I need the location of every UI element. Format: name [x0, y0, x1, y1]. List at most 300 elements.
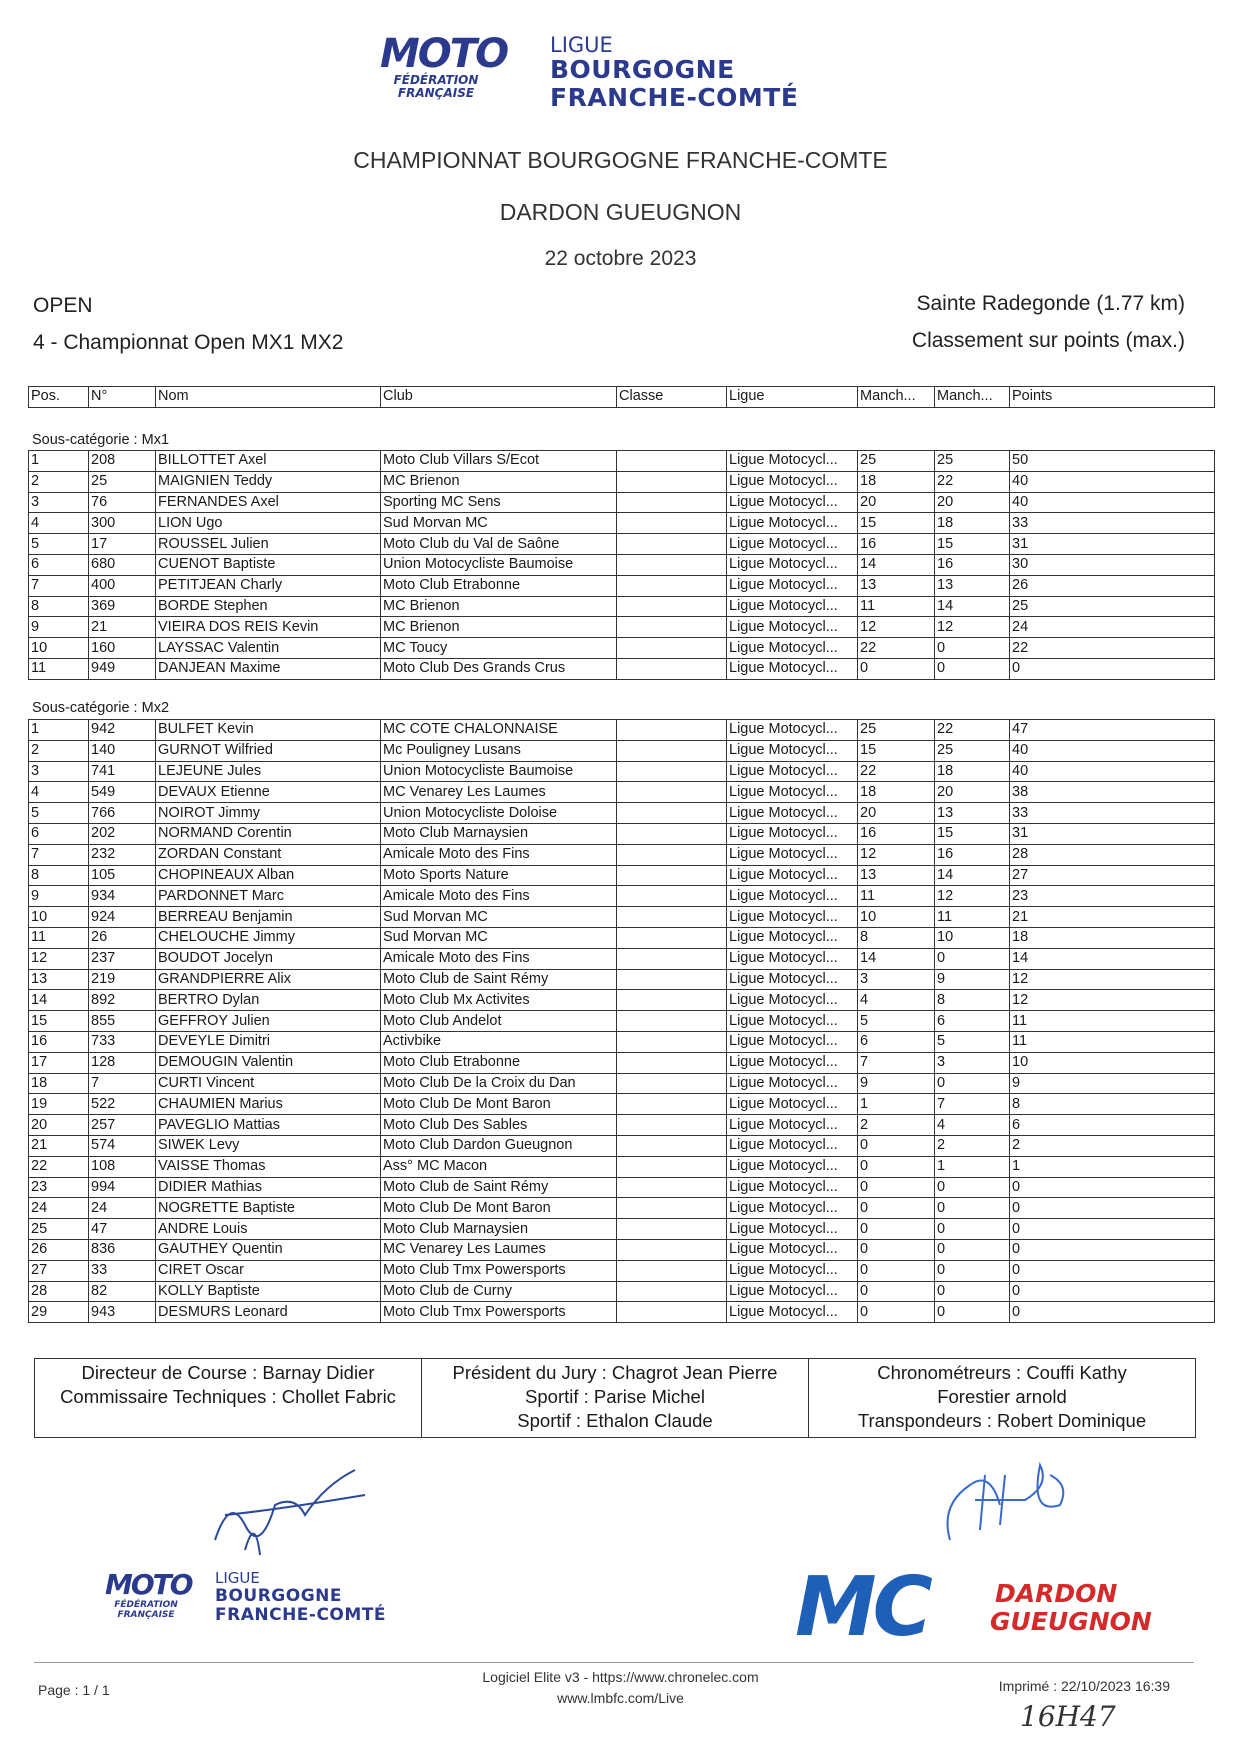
cell-number: 741	[89, 761, 156, 782]
table-row	[29, 761, 1215, 782]
cell-race2: 25	[935, 740, 1010, 761]
cell-class	[617, 803, 727, 824]
table-row	[29, 1052, 1215, 1073]
cell-name: DIDIER Mathias	[156, 1177, 381, 1198]
cell-race1: 11	[858, 886, 935, 907]
cell-race2: 0	[935, 1260, 1010, 1281]
cell-class	[617, 1094, 727, 1115]
cell-race2: 7	[935, 1094, 1010, 1115]
cell-number: 300	[89, 513, 156, 534]
cell-name: CURTI Vincent	[156, 1073, 381, 1094]
cell-number: 24	[89, 1198, 156, 1219]
cell-race2: 12	[935, 886, 1010, 907]
officials-col-jury	[421, 1359, 808, 1437]
cell-pos: 12	[29, 948, 89, 969]
cell-class	[617, 471, 727, 492]
table-row	[29, 720, 1215, 741]
cell-league: Ligue Motocycl...	[727, 844, 858, 865]
cell-number: 237	[89, 948, 156, 969]
cell-club: Moto Club de Curny	[381, 1281, 617, 1302]
cell-pos: 13	[29, 969, 89, 990]
cell-name: DANJEAN Maxime	[156, 658, 381, 679]
cell-league: Ligue Motocycl...	[727, 1094, 858, 1115]
table-row	[29, 1115, 1215, 1136]
cell-name: VIEIRA DOS REIS Kevin	[156, 617, 381, 638]
cell-club: Mc Pouligney Lusans	[381, 740, 617, 761]
cell-points: 0	[1010, 1198, 1215, 1219]
cell-pos: 3	[29, 761, 89, 782]
cell-points: 2	[1010, 1135, 1215, 1156]
cell-race1: 22	[858, 638, 935, 659]
table-row	[29, 1302, 1215, 1323]
cell-race2: 2	[935, 1135, 1010, 1156]
cell-race1: 16	[858, 534, 935, 555]
cell-pos: 20	[29, 1115, 89, 1136]
logo-region2-footer: FRANCHE-COMTÉ	[215, 1605, 387, 1625]
cell-race1: 0	[858, 1177, 935, 1198]
cell-race2: 0	[935, 638, 1010, 659]
cell-race2: 16	[935, 554, 1010, 575]
table-row	[29, 1156, 1215, 1177]
cell-class	[617, 761, 727, 782]
cell-pos: 10	[29, 638, 89, 659]
technical-commissioner: Commissaire Techniques : Chollet Fabric	[60, 1386, 396, 1407]
cell-points: 0	[1010, 658, 1215, 679]
cell-pos: 5	[29, 803, 89, 824]
col-name: Nom	[156, 387, 381, 408]
cell-race2: 0	[935, 1219, 1010, 1240]
cell-club: Sud Morvan MC	[381, 513, 617, 534]
cell-league: Ligue Motocycl...	[727, 803, 858, 824]
cell-pos: 23	[29, 1177, 89, 1198]
cell-class	[617, 513, 727, 534]
cell-race1: 0	[858, 1302, 935, 1323]
cell-race1: 25	[858, 451, 935, 472]
cell-race2: 3	[935, 1052, 1010, 1073]
cell-league: Ligue Motocycl...	[727, 1239, 858, 1260]
cell-class	[617, 865, 727, 886]
cell-number: 733	[89, 1031, 156, 1052]
cell-league: Ligue Motocycl...	[727, 1073, 858, 1094]
cell-class	[617, 782, 727, 803]
cell-league: Ligue Motocycl...	[727, 1302, 858, 1323]
cell-number: 160	[89, 638, 156, 659]
table-row	[29, 803, 1215, 824]
table-row	[29, 1219, 1215, 1240]
cell-league: Ligue Motocycl...	[727, 927, 858, 948]
cell-class	[617, 1239, 727, 1260]
cell-name: NOGRETTE Baptiste	[156, 1198, 381, 1219]
cell-pos: 22	[29, 1156, 89, 1177]
cell-league: Ligue Motocycl...	[727, 782, 858, 803]
cell-race2: 22	[935, 471, 1010, 492]
cell-race1: 4	[858, 990, 935, 1011]
cell-club: Sud Morvan MC	[381, 907, 617, 928]
cell-name: PARDONNET Marc	[156, 886, 381, 907]
cell-race2: 13	[935, 575, 1010, 596]
cell-race1: 0	[858, 1239, 935, 1260]
event-name: 4 - Championnat Open MX1 MX2	[33, 331, 344, 354]
table-row	[29, 1198, 1215, 1219]
cell-name: NORMAND Corentin	[156, 823, 381, 844]
cell-league: Ligue Motocycl...	[727, 1260, 858, 1281]
cell-number: 17	[89, 534, 156, 555]
page-number: Page : 1 / 1	[38, 1682, 110, 1698]
cell-pos: 6	[29, 554, 89, 575]
cell-name: ROUSSEL Julien	[156, 534, 381, 555]
cell-league: Ligue Motocycl...	[727, 1115, 858, 1136]
cell-pos: 11	[29, 658, 89, 679]
cell-club: Moto Club Dardon Gueugnon	[381, 1135, 617, 1156]
cell-race2: 16	[935, 844, 1010, 865]
cell-class	[617, 1135, 727, 1156]
cell-race1: 10	[858, 907, 935, 928]
cell-points: 0	[1010, 1281, 1215, 1302]
cell-points: 28	[1010, 844, 1215, 865]
mc-logo-line1: DARDON	[995, 1579, 1118, 1608]
cell-number: 855	[89, 1011, 156, 1032]
cell-race2: 14	[935, 596, 1010, 617]
cell-league: Ligue Motocycl...	[727, 761, 858, 782]
cell-class	[617, 990, 727, 1011]
cell-points: 22	[1010, 638, 1215, 659]
cell-name: BILLOTTET Axel	[156, 451, 381, 472]
cell-race1: 1	[858, 1094, 935, 1115]
cell-club: Amicale Moto des Fins	[381, 844, 617, 865]
cell-name: CIRET Oscar	[156, 1260, 381, 1281]
cell-class	[617, 907, 727, 928]
logo-federation-text: FÉDÉRATION	[393, 73, 479, 87]
cell-class	[617, 886, 727, 907]
table-row	[29, 471, 1215, 492]
cell-name: DEMOUGIN Valentin	[156, 1052, 381, 1073]
officials-col-direction	[35, 1359, 421, 1437]
cell-class	[617, 844, 727, 865]
transponders: Transpondeurs : Robert Dominique	[857, 1410, 1147, 1431]
cell-name: CHOPINEAUX Alban	[156, 865, 381, 886]
cell-name: ANDRE Louis	[156, 1219, 381, 1240]
cell-race1: 13	[858, 865, 935, 886]
table-row	[29, 513, 1215, 534]
event-date: 22 octobre 2023	[544, 247, 697, 270]
logo-ligue-text: LIGUE	[550, 33, 613, 57]
championship-title: CHAMPIONNAT BOURGOGNE FRANCHE-COMTE	[353, 147, 888, 173]
cell-league: Ligue Motocycl...	[727, 492, 858, 513]
results-header	[28, 386, 1215, 408]
cell-club: Union Motocycliste Doloise	[381, 803, 617, 824]
cell-name: KOLLY Baptiste	[156, 1281, 381, 1302]
cell-class	[617, 1011, 727, 1032]
col-pos: Pos.	[29, 387, 89, 408]
cell-class	[617, 1198, 727, 1219]
cell-points: 38	[1010, 782, 1215, 803]
cell-race1: 14	[858, 554, 935, 575]
cell-number: 108	[89, 1156, 156, 1177]
cell-pos: 1	[29, 720, 89, 741]
cell-points: 0	[1010, 1302, 1215, 1323]
cell-race2: 11	[935, 907, 1010, 928]
cell-number: 836	[89, 1239, 156, 1260]
cell-pos: 3	[29, 492, 89, 513]
mc-dardon-gueugnon-logo	[795, 1560, 1152, 1660]
cell-class	[617, 534, 727, 555]
table-row	[29, 990, 1215, 1011]
cell-number: 21	[89, 617, 156, 638]
logo-francaise-footer: FRANÇAISE	[117, 1610, 175, 1620]
table-row	[29, 658, 1215, 679]
cell-race2: 1	[935, 1156, 1010, 1177]
cell-race1: 18	[858, 782, 935, 803]
cell-race2: 25	[935, 451, 1010, 472]
cell-club: Moto Club du Val de Saône	[381, 534, 617, 555]
cell-name: BORDE Stephen	[156, 596, 381, 617]
cell-club: Moto Club Marnaysien	[381, 823, 617, 844]
cell-club: Moto Club Tmx Powersports	[381, 1302, 617, 1323]
cell-race1: 7	[858, 1052, 935, 1073]
table-row	[29, 927, 1215, 948]
cell-name: BERTRO Dylan	[156, 990, 381, 1011]
moto-wordmark: MOTO	[380, 31, 508, 77]
cell-number: 232	[89, 844, 156, 865]
cell-number: 25	[89, 471, 156, 492]
cell-pos: 9	[29, 886, 89, 907]
subcategory-mx2-label: Sous-catégorie : Mx2	[32, 700, 170, 716]
cell-class	[617, 823, 727, 844]
logo-region-line1: BOURGOGNE	[550, 55, 735, 84]
cell-points: 0	[1010, 1260, 1215, 1281]
table-row	[29, 1177, 1215, 1198]
cell-race2: 18	[935, 761, 1010, 782]
cell-race2: 9	[935, 969, 1010, 990]
cell-pos: 2	[29, 471, 89, 492]
cell-points: 31	[1010, 534, 1215, 555]
cell-race1: 0	[858, 1198, 935, 1219]
cell-race1: 0	[858, 1135, 935, 1156]
cell-race2: 0	[935, 658, 1010, 679]
cell-name: BERREAU Benjamin	[156, 907, 381, 928]
cell-points: 12	[1010, 990, 1215, 1011]
logo-region-line2: FRANCHE-COMTÉ	[550, 83, 799, 112]
cell-pos: 27	[29, 1260, 89, 1281]
cell-class	[617, 1156, 727, 1177]
cell-number: 522	[89, 1094, 156, 1115]
cell-race1: 18	[858, 471, 935, 492]
table-row	[29, 1239, 1215, 1260]
cell-class	[617, 451, 727, 472]
live-site: www.lmbfc.com/Live	[557, 1690, 684, 1706]
cell-league: Ligue Motocycl...	[727, 720, 858, 741]
cell-race1: 12	[858, 844, 935, 865]
track-info: Sainte Radegonde (1.77 km)	[916, 292, 1185, 315]
cell-class	[617, 1073, 727, 1094]
cell-league: Ligue Motocycl...	[727, 513, 858, 534]
logo-federation-footer: FÉDÉRATION	[114, 1600, 178, 1610]
cell-number: 208	[89, 451, 156, 472]
cell-race1: 0	[858, 1281, 935, 1302]
table-row	[29, 1260, 1215, 1281]
cell-number: 924	[89, 907, 156, 928]
cell-club: Moto Club de Saint Rémy	[381, 1177, 617, 1198]
cell-race1: 15	[858, 513, 935, 534]
cell-points: 0	[1010, 1177, 1215, 1198]
cell-pos: 28	[29, 1281, 89, 1302]
cell-race1: 14	[858, 948, 935, 969]
cell-points: 47	[1010, 720, 1215, 741]
cell-club: Union Motocycliste Baumoise	[381, 761, 617, 782]
cell-points: 30	[1010, 554, 1215, 575]
cell-club: Sporting MC Sens	[381, 492, 617, 513]
cell-pos: 6	[29, 823, 89, 844]
cell-class	[617, 1031, 727, 1052]
cell-race2: 12	[935, 617, 1010, 638]
category-label: OPEN	[33, 294, 93, 317]
cell-name: LEJEUNE Jules	[156, 761, 381, 782]
cell-class	[617, 927, 727, 948]
table-row	[29, 782, 1215, 803]
cell-league: Ligue Motocycl...	[727, 907, 858, 928]
cell-race2: 0	[935, 1177, 1010, 1198]
cell-club: Moto Club Mx Activites	[381, 990, 617, 1011]
cell-race1: 3	[858, 969, 935, 990]
logo-ligue-footer: LIGUE	[215, 1569, 260, 1587]
cell-name: CHAUMIEN Marius	[156, 1094, 381, 1115]
cell-league: Ligue Motocycl...	[727, 471, 858, 492]
officials-box	[34, 1358, 1196, 1438]
col-class: Classe	[617, 387, 727, 408]
cell-club: Moto Club Tmx Powersports	[381, 1260, 617, 1281]
table-row	[29, 451, 1215, 472]
cell-points: 40	[1010, 471, 1215, 492]
table-row	[29, 948, 1215, 969]
cell-league: Ligue Motocycl...	[727, 823, 858, 844]
cell-pos: 25	[29, 1219, 89, 1240]
cell-points: 24	[1010, 617, 1215, 638]
cell-club: Moto Club Etrabonne	[381, 1052, 617, 1073]
cell-number: 257	[89, 1115, 156, 1136]
cell-points: 25	[1010, 596, 1215, 617]
cell-club: MC Brienon	[381, 471, 617, 492]
table-row	[29, 617, 1215, 638]
cell-league: Ligue Motocycl...	[727, 1198, 858, 1219]
cell-class	[617, 638, 727, 659]
league-logo-footer	[105, 1570, 425, 1660]
moto-wordmark-footer: MOTO	[105, 1568, 192, 1601]
cell-race1: 22	[858, 761, 935, 782]
table-row	[29, 1094, 1215, 1115]
cell-race1: 13	[858, 575, 935, 596]
cell-class	[617, 596, 727, 617]
handwritten-note: 16H47	[1020, 1700, 1116, 1733]
cell-league: Ligue Motocycl...	[727, 1135, 858, 1156]
cell-club: Sud Morvan MC	[381, 927, 617, 948]
cell-race2: 20	[935, 492, 1010, 513]
cell-points: 0	[1010, 1239, 1215, 1260]
cell-club: Moto Club De Mont Baron	[381, 1094, 617, 1115]
cell-club: Moto Club Andelot	[381, 1011, 617, 1032]
cell-pos: 9	[29, 617, 89, 638]
cell-pos: 2	[29, 740, 89, 761]
cell-league: Ligue Motocycl...	[727, 740, 858, 761]
cell-race2: 20	[935, 782, 1010, 803]
cell-class	[617, 969, 727, 990]
cell-league: Ligue Motocycl...	[727, 658, 858, 679]
cell-race2: 14	[935, 865, 1010, 886]
cell-race2: 0	[935, 948, 1010, 969]
cell-number: 33	[89, 1260, 156, 1281]
cell-race2: 15	[935, 534, 1010, 555]
cell-name: BOUDOT Jocelyn	[156, 948, 381, 969]
cell-name: DESMURS Leonard	[156, 1302, 381, 1323]
cell-points: 21	[1010, 907, 1215, 928]
table-row	[29, 823, 1215, 844]
cell-class	[617, 740, 727, 761]
cell-league: Ligue Motocycl...	[727, 865, 858, 886]
cell-points: 27	[1010, 865, 1215, 886]
cell-number: 680	[89, 554, 156, 575]
cell-club: Amicale Moto des Fins	[381, 886, 617, 907]
cell-number: 105	[89, 865, 156, 886]
cell-club: MC COTE CHALONNAISE	[381, 720, 617, 741]
cell-pos: 26	[29, 1239, 89, 1260]
cell-name: SIWEK Levy	[156, 1135, 381, 1156]
cell-number: 128	[89, 1052, 156, 1073]
software-credit: Logiciel Elite v3 - https://www.chronelec.com	[482, 1669, 759, 1685]
cell-pos: 11	[29, 927, 89, 948]
cell-race2: 15	[935, 823, 1010, 844]
cell-class	[617, 1177, 727, 1198]
cell-club: Moto Club De Mont Baron	[381, 1198, 617, 1219]
cell-points: 0	[1010, 1219, 1215, 1240]
cell-points: 6	[1010, 1115, 1215, 1136]
cell-race2: 0	[935, 1073, 1010, 1094]
table-row	[29, 1011, 1215, 1032]
cell-race1: 0	[858, 1156, 935, 1177]
cell-race1: 15	[858, 740, 935, 761]
mc-logo-line2: GUEUGNON	[990, 1607, 1152, 1636]
cell-club: Moto Club Marnaysien	[381, 1219, 617, 1240]
cell-number: 7	[89, 1073, 156, 1094]
cell-class	[617, 720, 727, 741]
cell-name: MAIGNIEN Teddy	[156, 471, 381, 492]
cell-points: 33	[1010, 803, 1215, 824]
cell-race1: 9	[858, 1073, 935, 1094]
cell-number: 949	[89, 658, 156, 679]
cell-points: 10	[1010, 1052, 1215, 1073]
cell-name: GEFFROY Julien	[156, 1011, 381, 1032]
cell-number: 202	[89, 823, 156, 844]
print-timestamp: Imprimé : 22/10/2023 16:39	[998, 1678, 1170, 1694]
cell-points: 9	[1010, 1073, 1215, 1094]
cell-league: Ligue Motocycl...	[727, 451, 858, 472]
cell-points: 8	[1010, 1094, 1215, 1115]
cell-number: 76	[89, 492, 156, 513]
header-row	[29, 387, 1215, 408]
cell-race2: 0	[935, 1239, 1010, 1260]
cell-league: Ligue Motocycl...	[727, 1031, 858, 1052]
table-row	[29, 886, 1215, 907]
cell-name: PETITJEAN Charly	[156, 575, 381, 596]
results-table-mx2	[28, 719, 1215, 1323]
cell-points: 12	[1010, 969, 1215, 990]
cell-league: Ligue Motocycl...	[727, 1177, 858, 1198]
cell-name: NOIROT Jimmy	[156, 803, 381, 824]
cell-league: Ligue Motocycl...	[727, 1011, 858, 1032]
cell-class	[617, 948, 727, 969]
league-logo-header	[380, 28, 850, 124]
cell-number: 994	[89, 1177, 156, 1198]
cell-class	[617, 1281, 727, 1302]
cell-club: Moto Club de Saint Rémy	[381, 969, 617, 990]
